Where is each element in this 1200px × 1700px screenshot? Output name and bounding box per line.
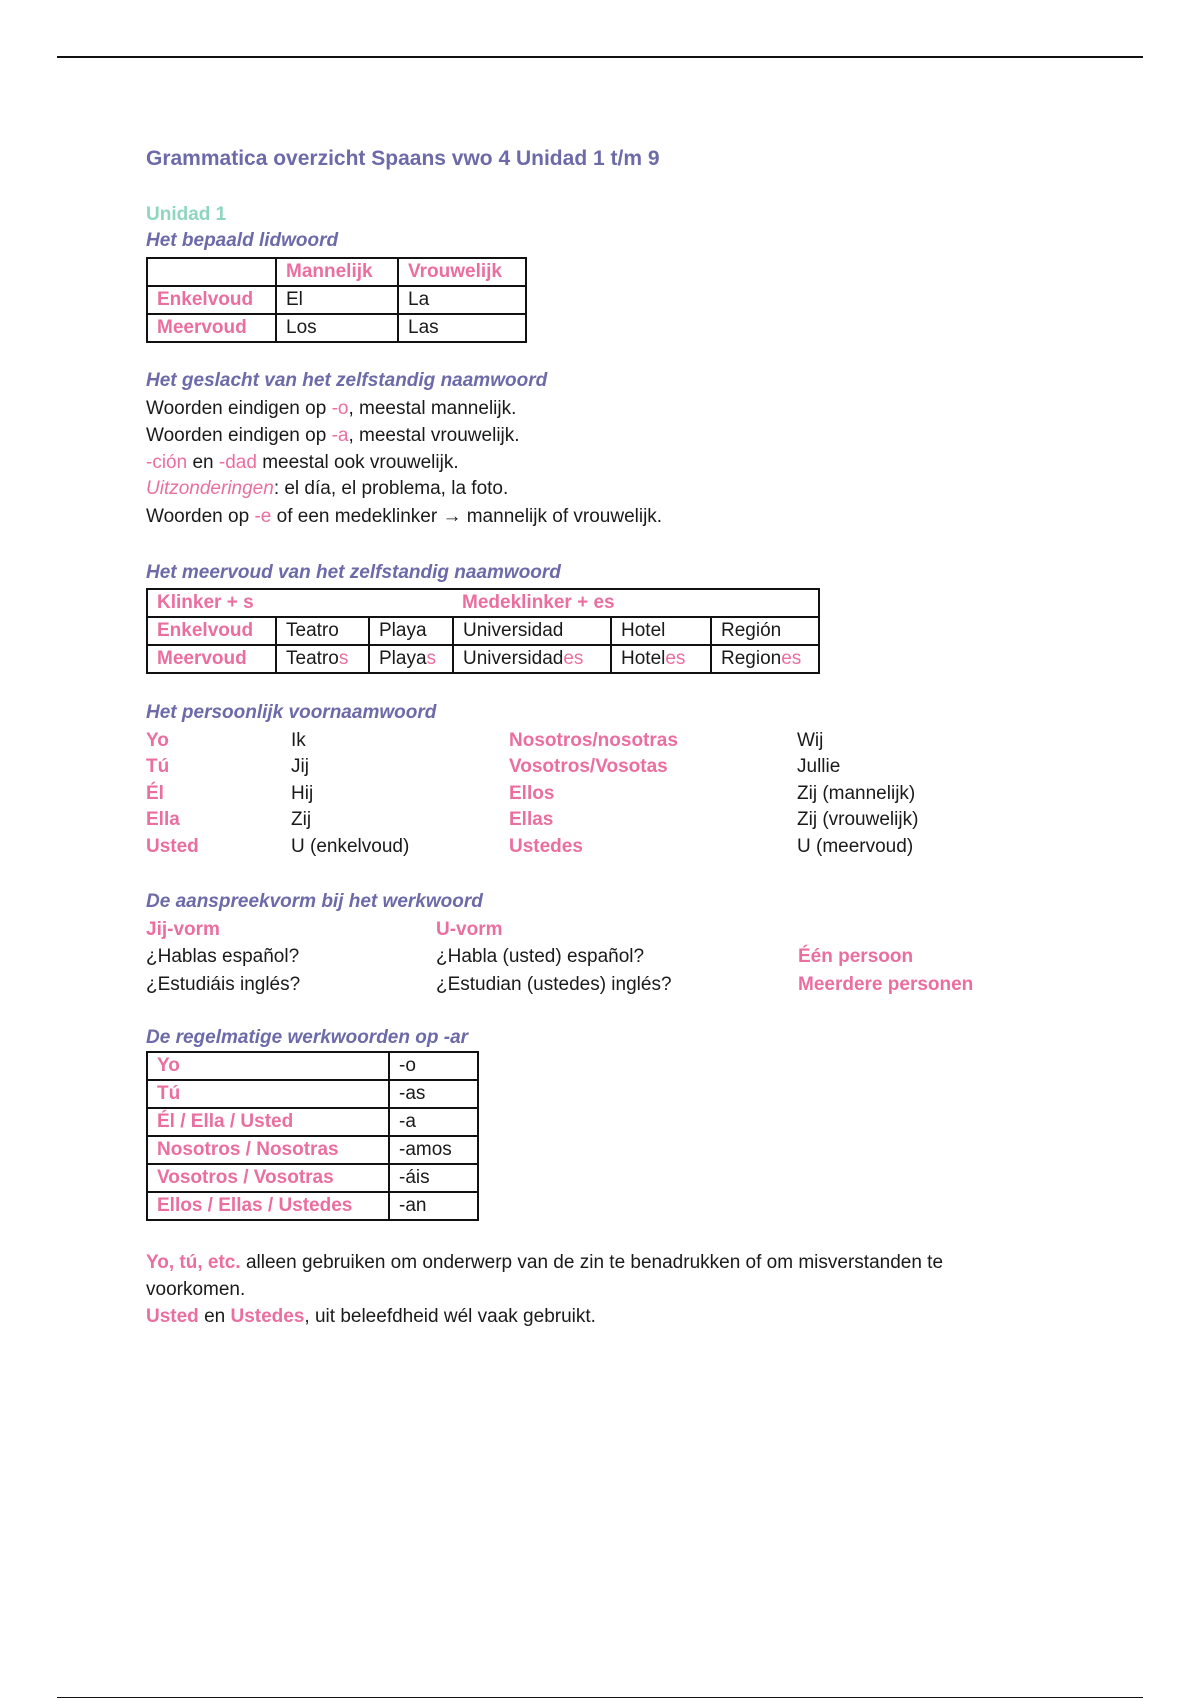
pronoun-nl: Hij: [291, 783, 314, 804]
verb-subject: Tú: [147, 1080, 389, 1108]
table-row: [147, 1108, 478, 1136]
pronoun-nl: Zij (mannelijk): [797, 783, 916, 804]
note-line: Usted en Ustedes, uit beleefdheid wél vaak gebruikt.: [146, 1306, 596, 1327]
articles-col-header: Vrouwelijk: [398, 258, 526, 286]
pronoun-es: Nosotros/nosotras: [509, 730, 678, 751]
table-cell: Teatro: [276, 617, 369, 645]
verb-subject: Ellos / Ellas / Ustedes: [147, 1192, 389, 1220]
ar-verbs-table: [146, 1051, 479, 1221]
pronoun-nl: Jij: [291, 756, 309, 777]
pronoun-es: Ellas: [509, 809, 554, 830]
pronouns-heading: Het persoonlijk voornaamwoord: [146, 702, 437, 723]
top-rule: [57, 56, 1143, 58]
articles-col-header: Mannelijk: [276, 258, 398, 286]
pronoun-nl: Jullie: [797, 756, 841, 777]
table-row: [147, 1192, 478, 1220]
pronoun-nl: U (enkelvoud): [291, 836, 410, 857]
verb-ending: -as: [389, 1080, 478, 1108]
table-cell: Playa: [369, 617, 453, 645]
address-col-header: U-vorm: [436, 919, 503, 940]
pronoun-es: Yo: [146, 730, 169, 751]
pronoun-es: Usted: [146, 836, 199, 857]
verb-subject: Nosotros / Nosotras: [147, 1136, 389, 1164]
address-heading: De aanspreekvorm bij het werkwoord: [146, 891, 483, 912]
table-cell: Los: [276, 314, 398, 342]
table-cell: Universidades: [453, 645, 611, 673]
verb-ending: -a: [389, 1108, 478, 1136]
table-row: [147, 286, 526, 314]
pronoun-es: Él: [146, 783, 164, 804]
table-cell: Las: [398, 314, 526, 342]
row-label: Enkelvoud: [147, 617, 276, 645]
table-cell: El: [276, 286, 398, 314]
table-cell: La: [398, 286, 526, 314]
table-row: [147, 617, 819, 645]
bottom-rule: [57, 1697, 1143, 1698]
table-row: [147, 1136, 478, 1164]
ar-verbs-heading: De regelmatige werkwoorden op -ar: [146, 1027, 469, 1048]
verb-subject: Él / Ella / Usted: [147, 1108, 389, 1136]
plural-table: [146, 588, 820, 674]
table-row: [147, 1164, 478, 1192]
row-label: Meervoud: [147, 314, 276, 342]
verb-subject: Vosotros / Vosotras: [147, 1164, 389, 1192]
table-row: [147, 1080, 478, 1108]
gender-line: Uitzonderingen: el día, el problema, la foto.: [146, 478, 509, 499]
pronoun-es: Ustedes: [509, 836, 583, 857]
pronoun-nl: Zij (vrouwelijk): [797, 809, 919, 830]
row-label: Enkelvoud: [147, 286, 276, 314]
note-line: voorkomen.: [146, 1279, 246, 1300]
pronoun-es: Ella: [146, 809, 180, 830]
table-row: [147, 589, 819, 617]
pronoun-nl: Ik: [291, 730, 306, 751]
gender-line: -ción en -dad meestal ook vrouwelijk.: [146, 452, 459, 473]
note-line: Yo, tú, etc. alleen gebruiken om onderwerp van de zin te benadrukken of om misverstanden te: [146, 1252, 944, 1273]
table-row: [147, 645, 819, 673]
verb-ending: -o: [389, 1052, 478, 1080]
pronoun-nl: Wij: [797, 730, 824, 751]
pronoun-nl: Zij: [291, 809, 312, 830]
table-cell: Teatros: [276, 645, 369, 673]
gender-line: Woorden op -e of een medeklinker → mannelijk of vrouwelijk.: [146, 506, 663, 527]
articles-table: [146, 257, 527, 343]
address-example: ¿Estudiáis inglés?: [146, 974, 301, 995]
page-title: Grammatica overzicht Spaans vwo 4 Unidad 1 t/m 9: [146, 147, 660, 170]
pronoun-es: Vosotros/Vosotas: [509, 756, 668, 777]
unidad-label: Unidad 1: [146, 204, 227, 225]
address-example: ¿Habla (usted) español?: [436, 946, 645, 967]
articles-heading: Het bepaald lidwoord: [146, 230, 339, 251]
gender-line: Woorden eindigen op -o, meestal mannelijk.: [146, 398, 517, 419]
verb-subject: Yo: [147, 1052, 389, 1080]
verb-ending: -áis: [389, 1164, 478, 1192]
table-cell: Hoteles: [611, 645, 711, 673]
verb-ending: -amos: [389, 1136, 478, 1164]
table-cell: Regiones: [711, 645, 819, 673]
address-col-header: Jij-vorm: [146, 919, 220, 940]
table-cell: Región: [711, 617, 819, 645]
address-note: Meerdere personen: [798, 974, 974, 995]
table-cell: Hotel: [611, 617, 711, 645]
plural-heading: Het meervoud van het zelfstandig naamwoord: [146, 562, 561, 583]
pronoun-es: Tú: [146, 756, 170, 777]
gender-line: Woorden eindigen op -a, meestal vrouwelijk.: [146, 425, 520, 446]
table-cell: Universidad: [453, 617, 611, 645]
plural-group-header: Medeklinker + es: [453, 589, 819, 617]
verb-ending: -an: [389, 1192, 478, 1220]
address-example: ¿Hablas español?: [146, 946, 300, 967]
table-row: [147, 314, 526, 342]
gender-heading: Het geslacht van het zelfstandig naamwoord: [146, 370, 548, 391]
table-cell: Playas: [369, 645, 453, 673]
plural-group-header: Klinker + s: [147, 589, 453, 617]
address-example: ¿Estudian (ustedes) inglés?: [436, 974, 672, 995]
pronoun-es: Ellos: [509, 783, 555, 804]
table-row: [147, 1052, 478, 1080]
row-label: Meervoud: [147, 645, 276, 673]
pronoun-nl: U (meervoud): [797, 836, 914, 857]
address-note: Één persoon: [798, 946, 914, 967]
